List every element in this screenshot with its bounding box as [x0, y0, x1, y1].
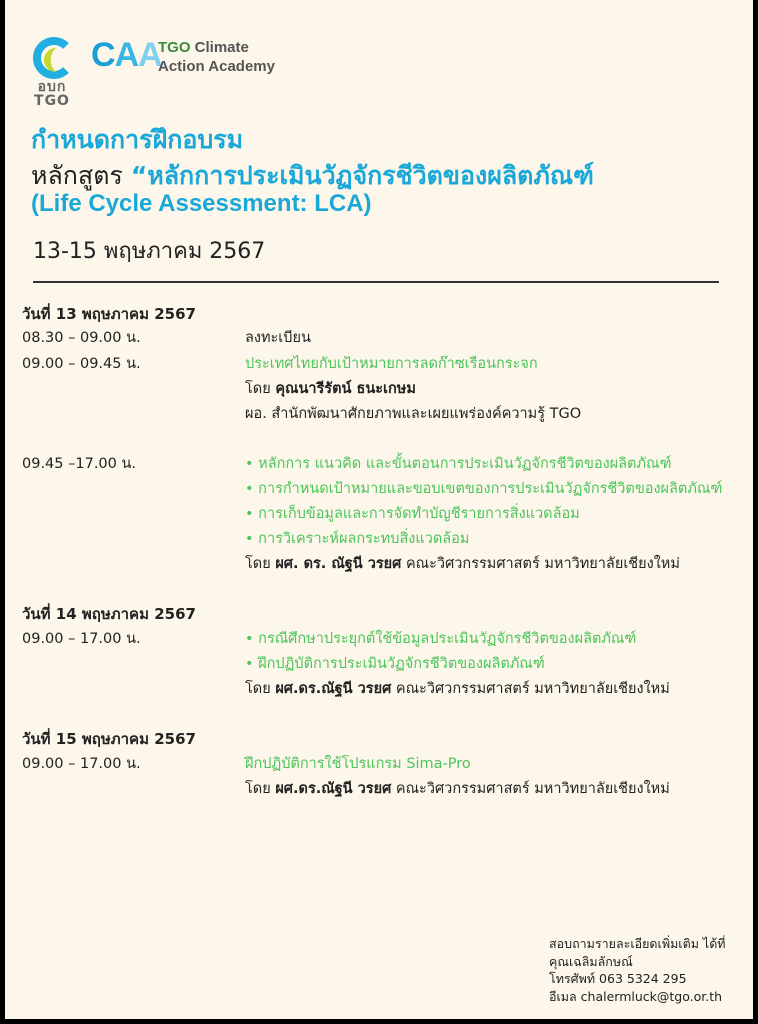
contact-name: คุณเฉลิมลักษณ์ [549, 953, 633, 969]
tgo-logo-text: อบก TGO [34, 79, 70, 109]
title-line1: กำหนดการฝึกอบรม [31, 125, 244, 154]
day-heading: วันที่ 13 พฤษภาคม 2567 [22, 305, 196, 323]
speaker: โดย ผศ.ดร.ณัฐนี วรยศ คณะวิศวกรรมศาสตร์ มหาวิทยาลัยเชียงใหม่ [245, 681, 670, 697]
speaker: โดย ผศ. ดร. ณัฐนี วรยศ คณะวิศวกรรมศาสตร์ มหาวิทยาลัยเชียงใหม่ [245, 556, 680, 572]
time: 09.00 – 17.00 น. [22, 756, 141, 772]
tgo-logo-icon [30, 36, 74, 80]
poster [5, 0, 753, 1019]
contact-phone: โทรศัพท์ 063 5324 295 [549, 971, 687, 986]
title-line3: (Life Cycle Assessment: LCA) [31, 190, 372, 217]
time: 08.30 – 09.00 น. [22, 330, 141, 346]
time: 09.00 – 17.00 น. [22, 631, 141, 647]
divider [33, 281, 719, 283]
speaker: โดย ผศ.ดร.ณัฐนี วรยศ คณะวิศวกรรมศาสตร์ มหาวิทยาลัยเชียงใหม่ [245, 781, 670, 797]
topic-item: • ฝึกปฏิบัติการประเมินวัฏจักรชีวิตของผลิตภัณฑ์ [245, 656, 545, 672]
speaker-position: ผอ. สำนักพัฒนาศักยภาพและเผยแพร่องค์ความรู้ TGO [245, 406, 582, 422]
day-heading: วันที่ 14 พฤษภาคม 2567 [22, 605, 196, 623]
activity: ลงทะเบียน [245, 330, 311, 346]
topic: ฝึกปฏิบัติการใช้โปรแกรม Sima-Pro [245, 756, 471, 772]
topic-item: • การเก็บข้อมูลและการจัดทำบัญชีรายการสิ่งแวดล้อม [245, 506, 580, 522]
speaker: โดย คุณนารีรัตน์ ธนะเกษม [245, 381, 416, 397]
time: 09.45 –17.00 น. [22, 456, 137, 472]
day-heading: วันที่ 15 พฤษภาคม 2567 [22, 730, 196, 748]
course-date: 13-15 พฤษภาคม 2567 [33, 239, 266, 264]
contact-line: สอบถามรายละเอียดเพิ่มเติม ได้ที่ [549, 936, 726, 951]
caa-logo-text: TGO Climate Action Academy [158, 39, 275, 75]
topic-item: • การกำหนดเป้าหมายและขอบเขตของการประเมินวัฏจักรชีวิตของผลิตภัณฑ์ [245, 481, 723, 497]
contact-info [549, 935, 726, 1005]
time: 09.00 – 09.45 น. [22, 356, 141, 372]
topic-item: • หลักการ แนวคิด และขั้นตอนการประเมินวัฏจักรชีวิตของผลิตภัณฑ์ [245, 456, 672, 472]
caa-logo: CAA [91, 36, 162, 74]
topic-item: • กรณีศึกษาประยุกต์ใช้ข้อมูลประเมินวัฏจักรชีวิตของผลิตภัณฑ์ [245, 631, 637, 647]
contact-email: อีเมล chalermluck@tgo.or.th [549, 988, 723, 1004]
topic-item: • การวิเคราะห์ผลกระทบสิ่งแวดล้อม [245, 531, 470, 547]
topic: ประเทศไทยกับเป้าหมายการลดก๊าซเรือนกระจก [245, 356, 538, 372]
title-line2: หลักสูตร “หลักการประเมินวัฏจักรชีวิตของผลิตภัณฑ์ [31, 161, 594, 190]
